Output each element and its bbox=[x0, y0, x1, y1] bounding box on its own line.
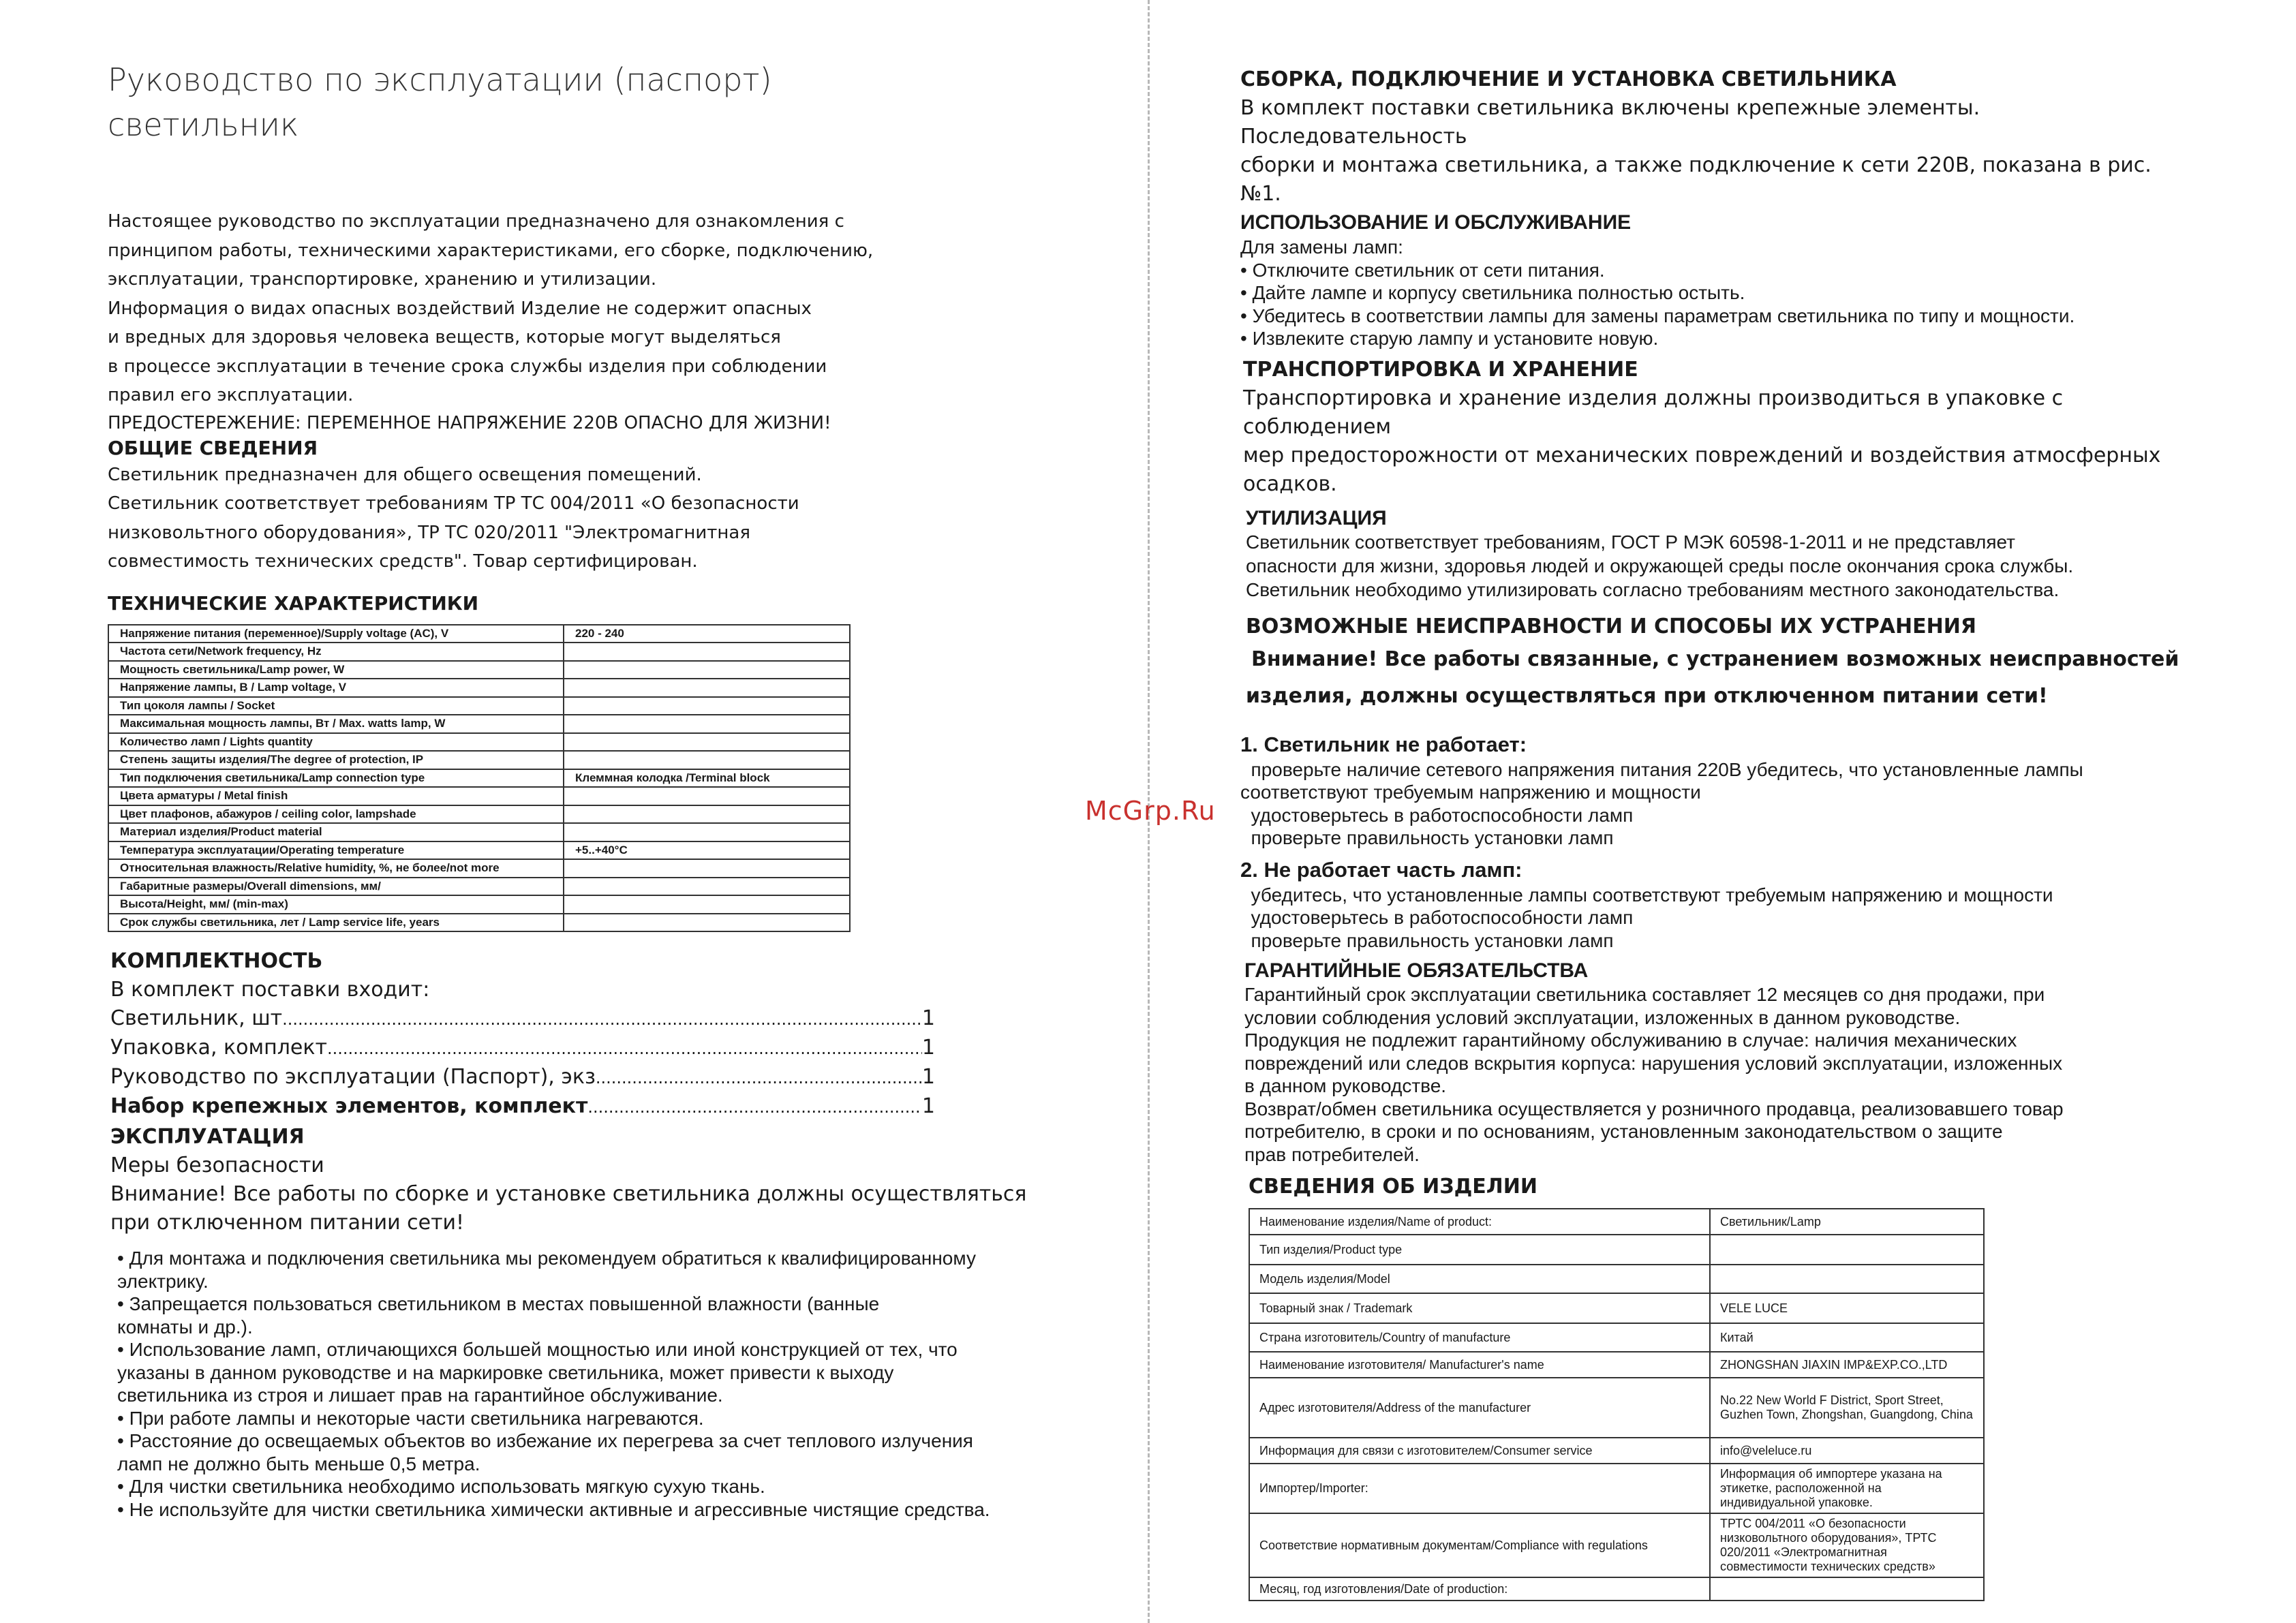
product-table-row bbox=[1249, 1378, 1984, 1438]
fault2-line: убедитесь, что установленные лампы соответствуют требуемым напряжению и мощности bbox=[1240, 884, 2053, 906]
general-line: совместимость технических средств". Товар сертифицирован. bbox=[108, 551, 698, 572]
transport-line: осадков. bbox=[1243, 472, 1337, 496]
tech-table-row bbox=[108, 878, 850, 896]
tech-table-row bbox=[108, 787, 850, 805]
safety-bullet: • Расстояние до освещаемых объектов во избежание их перегрева за счет теплового излучения bbox=[117, 1430, 973, 1451]
kit-item: Набор крепежных элементов, комплект ..... 1 bbox=[110, 1092, 935, 1122]
product-table-row bbox=[1249, 1577, 1984, 1601]
safety-bullet: • Не используйте для чистки светильника химически активные и агрессивные чистящие средства. bbox=[117, 1498, 990, 1520]
intro-line: принципом работы, техническими характеристиками, его сборке, подключению, bbox=[108, 240, 874, 261]
product-heading: СВЕДЕНИЯ ОБ ИЗДЕЛИИ bbox=[1249, 1175, 1537, 1199]
tech-table bbox=[108, 624, 851, 933]
tech-table-row bbox=[108, 733, 850, 752]
fault1-line: проверьте правильность установки ламп bbox=[1240, 827, 1614, 848]
left-page bbox=[108, 57, 1075, 1521]
table-label-cell: Степень защиты изделия/The degree of protection, IP bbox=[108, 751, 564, 769]
warning-line: ПРЕДОСТЕРЕЖЕНИЕ: ПЕРЕМЕННОЕ НАПРЯЖЕНИЕ 220В ОПАСНО ДЛЯ ЖИЗНИ! bbox=[108, 412, 831, 433]
usage-line: • Извлеките старую лампу и установите новую. bbox=[1240, 328, 1659, 349]
warranty-line: прав потребителей. bbox=[1244, 1143, 1420, 1165]
faults-section bbox=[1246, 613, 2181, 711]
faults-warning: изделия, должны осуществляться при отключенном питании сети! bbox=[1246, 683, 2048, 708]
table-value-cell: 220 - 240 bbox=[564, 625, 850, 643]
table-value-cell bbox=[564, 805, 850, 824]
disposal-line: Светильник необходимо утилизировать согласно требованиям местного законодательства. bbox=[1246, 578, 2060, 600]
product-table-row bbox=[1249, 1235, 1984, 1265]
table-label-cell: Модель изделия/Model bbox=[1249, 1265, 1710, 1293]
table-value-cell bbox=[564, 679, 850, 697]
fault1-line: соответствуют требуемым напряжению и мощности bbox=[1240, 782, 1701, 803]
table-label-cell: Тип подключения светильника/Lamp connection type bbox=[108, 769, 564, 788]
warranty-line: Продукция не подлежит гарантийному обслуживанию в случае: наличия механических bbox=[1244, 1030, 2017, 1051]
table-value-cell: Китай bbox=[1710, 1323, 1984, 1352]
table-value-cell bbox=[564, 878, 850, 896]
safety-bullet: электрику. bbox=[117, 1270, 209, 1292]
safety-bullet: указаны в данном руководстве и на маркировке светильника, может привести к выходу bbox=[117, 1361, 894, 1383]
table-value-cell bbox=[564, 914, 850, 932]
table-value-cell bbox=[564, 715, 850, 733]
table-value-cell: ZHONGSHAN JIAXIN IMP&EXP.CO.,LTD bbox=[1710, 1352, 1984, 1378]
table-value-cell: No.22 New World F District, Sport Street, Guzhen Town, Zhongshan, Guangdong, China bbox=[1710, 1378, 1984, 1438]
tech-table-row bbox=[108, 859, 850, 878]
general-section bbox=[108, 461, 1075, 576]
product-table-row bbox=[1249, 1265, 1984, 1293]
exploitation-heading: ЭКСПЛУАТАЦИЯ bbox=[110, 1125, 305, 1149]
warranty-line: условии соблюдения условий эксплуатации, изложенных в данном руководстве. bbox=[1244, 1006, 1961, 1028]
table-value-cell bbox=[564, 823, 850, 841]
warranty-line: потребителю, в сроки и по основаниям, установленным законодательством о защите bbox=[1244, 1121, 2003, 1142]
usage-line: • Отключите светильник от сети питания. bbox=[1240, 259, 1605, 281]
fault1-section bbox=[1240, 731, 2181, 850]
table-label-cell: Частота сети/Network frequency, Hz bbox=[108, 643, 564, 661]
tech-table-row bbox=[108, 643, 850, 661]
table-label-cell: Соответствие нормативным документам/Compliance with regulations bbox=[1249, 1513, 1710, 1577]
table-value-cell bbox=[564, 895, 850, 914]
transport-heading: ТРАНСПОРТИРОВКА И ХРАНЕНИЕ bbox=[1243, 357, 1638, 382]
fault1-heading: 1. Светильник не работает: bbox=[1240, 732, 1527, 756]
document-subtitle: светильник bbox=[108, 106, 299, 143]
warranty-line: в данном руководстве. bbox=[1244, 1075, 1447, 1096]
tech-table-row bbox=[108, 895, 850, 914]
table-label-cell: Наименование изготовителя/ Manufacturer's name bbox=[1249, 1352, 1710, 1378]
transport-line: мер предосторожности от механических повреждений и воздействия атмосферных bbox=[1243, 443, 2161, 467]
table-label-cell: Напряжение лампы, В / Lamp voltage, V bbox=[108, 679, 564, 697]
safety-bullet: • Использование ламп, отличающихся большей мощностью или иной конструкцией от тех, что bbox=[117, 1339, 958, 1360]
table-label-cell: Товарный знак / Trademark bbox=[1249, 1293, 1710, 1323]
kit-item: Светильник, шт ..... 1 bbox=[110, 1004, 935, 1034]
warranty-section bbox=[1244, 959, 2181, 1166]
table-value-cell bbox=[1710, 1577, 1984, 1601]
fault1-line: проверьте наличие сетевого напряжения питания 220В убедитесь, что установленные лампы bbox=[1240, 758, 2083, 780]
tech-table-row bbox=[108, 625, 850, 643]
table-value-cell bbox=[564, 733, 850, 752]
kit-item: Руководство по эксплуатации (Паспорт), экз ..... 1 bbox=[110, 1063, 935, 1092]
product-table-row bbox=[1249, 1209, 1984, 1235]
table-value-cell: Клеммная колодка /Terminal block bbox=[564, 769, 850, 788]
table-label-cell: Тип цоколя лампы / Socket bbox=[108, 697, 564, 715]
product-table-row bbox=[1249, 1352, 1984, 1378]
product-table bbox=[1249, 1208, 1985, 1601]
table-value-cell: Информация об импортере указана на этикетке, расположенной на индивидуальной упаковке. bbox=[1710, 1464, 1984, 1513]
intro-section bbox=[108, 207, 1075, 436]
watermark: McGrp.Ru bbox=[1085, 796, 1216, 826]
table-label-cell: Цвет плафонов, абажуров / ceiling color, lampshade bbox=[108, 805, 564, 824]
safety-bullet: • Запрещается пользоваться светильником в местах повышенной влажности (ванные bbox=[117, 1293, 880, 1314]
table-value-cell bbox=[1710, 1235, 1984, 1265]
table-value-cell: +5..+40°C bbox=[564, 841, 850, 860]
assembly-heading: СБОРКА, ПОДКЛЮЧЕНИЕ И УСТАНОВКА СВЕТИЛЬНИКА bbox=[1240, 67, 1897, 91]
assembly-line: сборки и монтажа светильника, а также подключение к сети 220В, показана в рис. №1. bbox=[1240, 153, 2152, 206]
intro-line: правил его эксплуатации. bbox=[108, 385, 354, 405]
fault1-line: удостоверьтесь в работоспособности ламп bbox=[1240, 804, 1634, 826]
usage-line: • Убедитесь в соответствии лампы для замены параметрам светильника по типу и мощности. bbox=[1240, 305, 2075, 326]
kit-intro: В комплект поставки входит: bbox=[110, 978, 430, 1002]
transport-section bbox=[1243, 356, 2181, 499]
usage-line: Для замены ламп: bbox=[1240, 236, 1403, 258]
table-label-cell: Адрес изготовителя/Address of the manufacturer bbox=[1249, 1378, 1710, 1438]
faults-heading: ВОЗМОЖНЫЕ НЕИСПРАВНОСТИ И СПОСОБЫ ИХ УСТРАНЕНИЯ bbox=[1246, 614, 1976, 638]
fault2-section bbox=[1240, 856, 2181, 953]
warranty-line: повреждений или следов вскрытия корпуса: нарушения условий эксплуатации, изложенных bbox=[1244, 1052, 2063, 1074]
general-heading: ОБЩИЕ СВЕДЕНИЯ bbox=[108, 436, 318, 459]
tech-table-row bbox=[108, 751, 850, 769]
table-label-cell: Месяц, год изготовления/Date of production: bbox=[1249, 1577, 1710, 1601]
table-value-cell bbox=[1710, 1265, 1984, 1293]
warranty-heading: ГАРАНТИЙНЫЕ ОБЯЗАТЕЛЬСТВА bbox=[1244, 959, 1589, 982]
table-label-cell: Температура эксплуатации/Operating temperature bbox=[108, 841, 564, 860]
table-value-cell: VELE LUCE bbox=[1710, 1293, 1984, 1323]
safety-bullet: • Для монтажа и подключения светильника мы рекомендуем обратиться к квалифицированному bbox=[117, 1248, 976, 1269]
table-label-cell: Напряжение питания (переменное)/Supply voltage (AC), V bbox=[108, 625, 564, 643]
table-value-cell bbox=[564, 661, 850, 679]
document-title: Руководство по эксплуатации (паспорт) bbox=[108, 61, 772, 98]
faults-warning: Внимание! Все работы связанные, с устранением возможных неисправностей bbox=[1251, 647, 2179, 671]
general-line: Светильник предназначен для общего освещения помещений. bbox=[108, 464, 702, 485]
tech-table-row bbox=[108, 769, 850, 788]
disposal-heading: УТИЛИЗАЦИЯ bbox=[1246, 506, 1387, 529]
intro-line: эксплуатации, транспортировке, хранению и утилизации. bbox=[108, 269, 657, 290]
intro-line: Информация о видах опасных воздействий Изделие не содержит опасных bbox=[108, 298, 812, 319]
safety-bullet: светильника из строя и лишает прав на гарантийное обслуживание. bbox=[117, 1385, 723, 1406]
safety-bullet: • Для чистки светильника необходимо использовать мягкую сухую ткань. bbox=[117, 1476, 765, 1497]
tech-table-row bbox=[108, 679, 850, 697]
table-value-cell bbox=[564, 697, 850, 715]
tech-heading: ТЕХНИЧЕСКИЕ ХАРАКТЕРИСТИКИ bbox=[108, 591, 479, 615]
transport-line: Транспортировка и хранение изделия должны производиться в упаковке с соблюдением bbox=[1243, 386, 2064, 439]
intro-line: Настоящее руководство по эксплуатации предназначено для ознакомления с bbox=[108, 211, 844, 232]
table-value-cell bbox=[564, 643, 850, 661]
tech-table-row bbox=[108, 914, 850, 932]
table-label-cell: Мощность светильника/Lamp power, W bbox=[108, 661, 564, 679]
tech-table-row bbox=[108, 823, 850, 841]
fault2-heading: 2. Не работает часть ламп: bbox=[1240, 857, 1522, 882]
table-label-cell: Количество ламп / Lights quantity bbox=[108, 733, 564, 752]
usage-line: • Дайте лампе и корпусу светильника полностью остыть. bbox=[1240, 282, 1745, 303]
safety-section bbox=[110, 1151, 1075, 1237]
safety-warning: Внимание! Все работы по сборке и установке светильника должны осуществляться bbox=[110, 1182, 1027, 1206]
table-label-cell: Материал изделия/Product material bbox=[108, 823, 564, 841]
general-line: низковольтного оборудования», ТР ТС 020/2011 "Электромагнитная bbox=[108, 522, 750, 543]
table-value-cell bbox=[564, 751, 850, 769]
assembly-line: В комплект поставки светильника включены крепежные элементы. Последовательность bbox=[1240, 96, 1980, 149]
usage-heading: ИСПОЛЬЗОВАНИЕ И ОБСЛУЖИВАНИЕ bbox=[1240, 211, 1632, 234]
product-table-row bbox=[1249, 1293, 1984, 1323]
disposal-line: опасности для жизни, здоровья людей и окружающей среды после окончания срока службы. bbox=[1246, 555, 2074, 576]
table-value-cell bbox=[564, 859, 850, 878]
tech-table-row bbox=[108, 697, 850, 715]
kit-item: Упаковка, комплект ..... 1 bbox=[110, 1034, 935, 1063]
table-label-cell: Тип изделия/Product type bbox=[1249, 1235, 1710, 1265]
table-label-cell: Высота/Height, мм/ (min-max) bbox=[108, 895, 564, 914]
product-table-row bbox=[1249, 1513, 1984, 1577]
table-label-cell: Срок службы светильника, лет / Lamp service life, years bbox=[108, 914, 564, 932]
intro-line: и вредных для здоровья человека веществ, которые могут выделяться bbox=[108, 327, 781, 347]
table-value-cell bbox=[564, 787, 850, 805]
intro-line: в процессе эксплуатации в течение срока службы изделия при соблюдении bbox=[108, 356, 827, 377]
safety-bullet: ламп не должно быть меньше 0,5 метра. bbox=[117, 1453, 480, 1474]
table-value-cell: ТРТС 004/2011 «О безопасности низковольтного оборудования», ТРТС 020/2011 «Электромагнитная совместимости технических средств» bbox=[1710, 1513, 1984, 1577]
table-label-cell: Информация для связи с изготовителем/Consumer service bbox=[1249, 1438, 1710, 1464]
kit-section bbox=[110, 976, 1075, 1122]
general-line: Светильник соответствует требованиям ТР ТС 004/2011 «О безопасности bbox=[108, 493, 799, 514]
disposal-section bbox=[1246, 507, 2181, 602]
warranty-line: Гарантийный срок эксплуатации светильника составляет 12 месяцев со дня продажи, при bbox=[1244, 984, 2045, 1005]
table-label-cell: Максимальная мощность лампы, Вт / Max. watts lamp, W bbox=[108, 715, 564, 733]
safety-bullet: комнаты и др.). bbox=[117, 1316, 253, 1338]
table-label-cell: Наименование изделия/Name of product: bbox=[1249, 1209, 1710, 1235]
kit-heading: КОМПЛЕКТНОСТЬ bbox=[110, 949, 323, 973]
table-value-cell: Светильник/Lamp bbox=[1710, 1209, 1984, 1235]
product-section bbox=[1249, 1173, 2181, 1601]
disposal-line: Светильник соответствует требованиям, ГОСТ Р МЭК 60598-1-2011 и не представляет bbox=[1246, 531, 2015, 553]
table-label-cell: Габаритные размеры/Overall dimensions, мм/ bbox=[108, 878, 564, 896]
safety-bullet: • При работе лампы и некоторые части светильника нагреваются. bbox=[117, 1407, 704, 1429]
safety-bullets bbox=[117, 1247, 1075, 1521]
product-table-row bbox=[1249, 1464, 1984, 1513]
table-label-cell: Цвета арматуры / Metal finish bbox=[108, 787, 564, 805]
table-label-cell: Относительная влажность/Relative humidity, %, не более/not more bbox=[108, 859, 564, 878]
right-page bbox=[1240, 65, 2181, 1601]
safety-heading: Меры безопасности bbox=[110, 1154, 324, 1177]
warranty-line: Возврат/обмен светильника осуществляется у розничного продавца, реализовавшего товар bbox=[1244, 1098, 2064, 1119]
product-table-row bbox=[1249, 1323, 1984, 1352]
tech-table-row bbox=[108, 715, 850, 733]
fault2-line: удостоверьтесь в работоспособности ламп bbox=[1240, 907, 1634, 928]
tech-table-row bbox=[108, 841, 850, 860]
product-table-row bbox=[1249, 1438, 1984, 1464]
tech-table-row bbox=[108, 661, 850, 679]
safety-warning: при отключенном питании сети! bbox=[110, 1211, 465, 1235]
table-label-cell: Страна изготовитель/Country of manufacture bbox=[1249, 1323, 1710, 1352]
table-value-cell: info@veleluce.ru bbox=[1710, 1438, 1984, 1464]
tech-table-row bbox=[108, 805, 850, 824]
fault2-line: проверьте правильность установки ламп bbox=[1240, 929, 1614, 951]
table-label-cell: Импортер/Importer: bbox=[1249, 1464, 1710, 1513]
